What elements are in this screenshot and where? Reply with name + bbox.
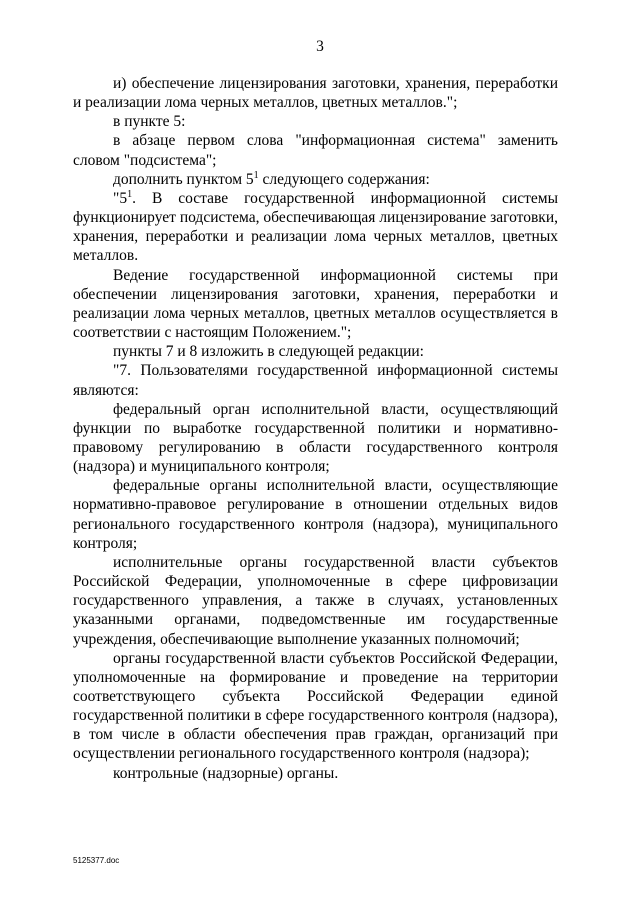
paragraph-state-organs: органы государственной власти субъектов Российской Федерации, уполномоченные на формирование и проведение на территории соответствующего субъекта Российской Федерации единой государственной политики в сфере государственного контроля (надзора), в том числе в области обеспечения прав граждан, организаций при осуществлении регионального государственного контроля (надзора); xyxy=(73,649,558,763)
document-body xyxy=(73,74,558,783)
paragraph-executive-organs: исполнительные органы государственной власти субъектов Российской Федерации, уполномоченные в сфере цифровизации государственного управления, а также в случаях, установленных указанными органами, подведомственные им государственные учреждения, обеспечивающие выполнение указанных полномочий; xyxy=(73,553,558,648)
paragraph-item-i: и) обеспечение лицензирования заготовки, хранения, переработки и реализации лома черных металлов, цветных металлов."; xyxy=(73,75,558,112)
superscript: 1 xyxy=(253,169,259,181)
paragraph-federal-organs: федеральные органы исполнительной власти, осуществляющие нормативно-правовое регулирование в отношении отдельных видов регионального государственного контроля (надзора), муниципального контроля; xyxy=(73,477,558,552)
paragraph-replace-words: в абзаце первом слова "информационная система" заменить словом "подсистема"; xyxy=(73,132,558,169)
page-number: 3 xyxy=(316,38,324,55)
paragraph-points-7-8: пункты 7 и 8 изложить в следующей редакции: xyxy=(113,343,424,361)
paragraph-federal-organ: федеральный орган исполнительной власти, осуществляющий функции по выработке государственной политики и нормативно-правовому регулированию в области государственного контроля (надзора) и муниципального контроля; xyxy=(73,400,558,476)
paragraph-control-organs: контрольные (надзорные) органы. xyxy=(113,764,339,782)
text-after: следующего содержания: xyxy=(258,170,430,188)
paragraph-system-maintenance: Ведение государственной информационной системы при обеспечении лицензирования заготовки, хранения, переработки и реализации лома черных металлов, цветных металлов осуществляется в соответствии с настоящим Положением."; xyxy=(73,266,558,342)
text-after: . В составе государственной информационной системы функционирует подсистема, обеспечивающая лицензирование заготовки, хранения, переработки и реализации лома черных металлов, цветных металлов. xyxy=(73,189,558,265)
paragraph-point-5-1 xyxy=(73,189,558,266)
text-before: дополнить пунктом 5 xyxy=(113,170,254,188)
paragraph-add-point-5-1 xyxy=(73,170,558,189)
superscript: 1 xyxy=(127,188,133,200)
paragraph-point-7: "7. Пользователями государственной информационной системы являются: xyxy=(73,362,558,399)
footer-filename: 5125377.doc xyxy=(73,856,120,865)
text-before: "5 xyxy=(113,189,128,207)
paragraph-point-5: в пункте 5: xyxy=(113,113,186,131)
